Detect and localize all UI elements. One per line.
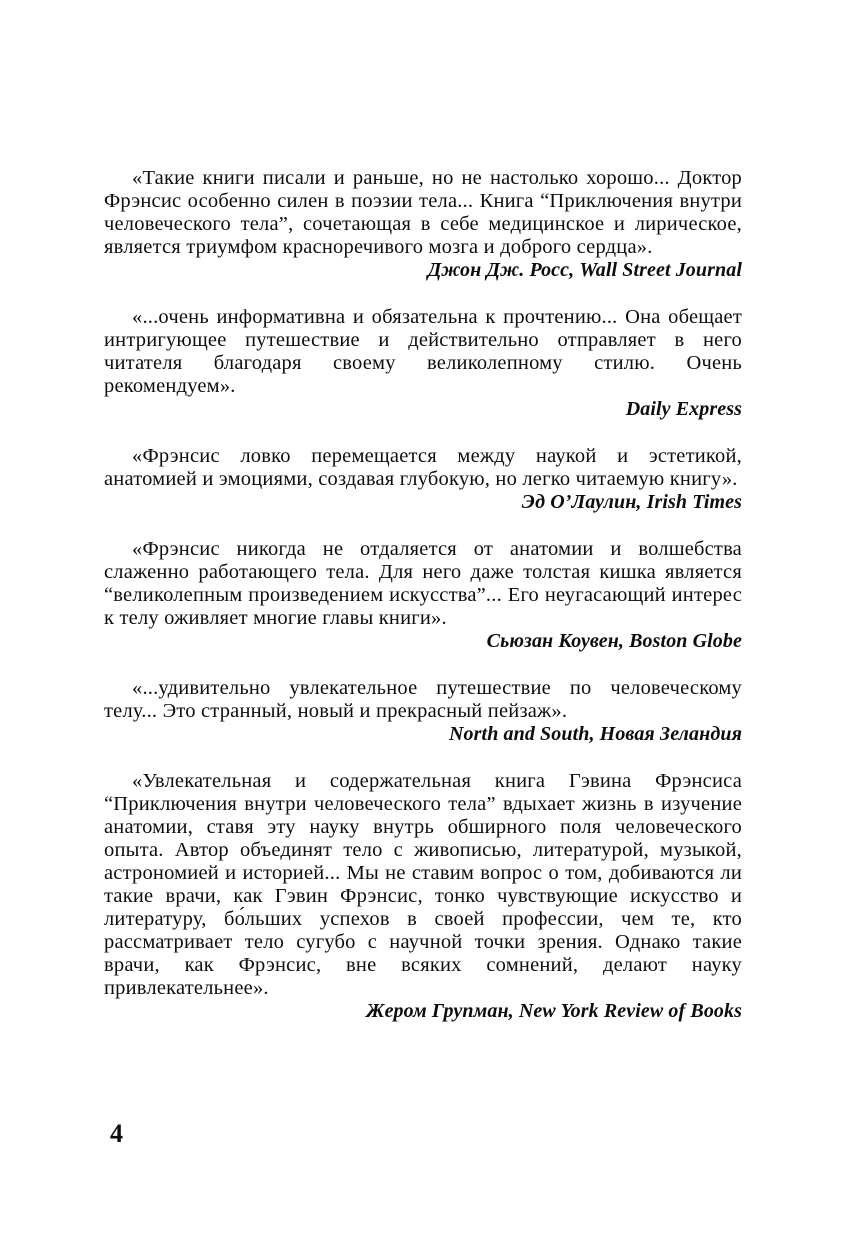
quote-attribution: Жером Групман, New York Review of Books bbox=[366, 1000, 742, 1022]
review-quote: «...очень информативна и обязательна к прочтению... Она обещает интригующее путешествие и действительно отправляет в него читателя благодаря своему великолепному стилю. Очень рекомендуем». bbox=[104, 306, 742, 397]
page-number: 4 bbox=[110, 1119, 123, 1148]
reviews-text-block bbox=[104, 167, 742, 1023]
quote-attribution: Джон Дж. Росс, Wall Street Journal bbox=[427, 259, 742, 281]
quote-attribution: Daily Express bbox=[625, 398, 742, 420]
review-block bbox=[104, 538, 742, 653]
review-block bbox=[104, 167, 742, 282]
review-block bbox=[104, 770, 742, 1023]
quote-attribution: North and South, Новая Зеландия bbox=[449, 723, 742, 745]
review-quote: «Увлекательная и содержательная книга Гэвина Фрэнсиса “Приключения внутри человеческого тела” вдыхает жизнь в изучение анатомии, ставя эту науку внутрь обширного поля человеческого опыта. Автор объединят тело с живописью, литературой, музыкой, астрономией и историей... Мы не ставим вопрос о том, добиваются ли такие врачи, как Гэвин Фрэнсис, тонко чувствующие искусство и литературу, бо́льших успехов в своей профессии, чем те, кто рассматривает тело сугубо с научной точки зрения. Однако такие врачи, как Фрэнсис, вне всяких сомнений, делают науку привлекательнее». bbox=[104, 770, 742, 999]
review-block bbox=[104, 677, 742, 746]
review-quote: «Фрэнсис никогда не отдаляется от анатомии и волшебства слаженно работающего тела. Для него даже толстая кишка является “великолепным произведением искусства”... Его неугасающий интерес к телу оживляет многие главы книги». bbox=[104, 538, 742, 629]
review-block bbox=[104, 306, 742, 421]
review-quote: «Фрэнсис ловко перемещается между наукой и эстетикой, анатомией и эмоциями, создавая глубокую, но легко читаемую книгу». bbox=[104, 445, 742, 490]
review-quote: «...удивительно увлекательное путешествие по человеческому телу... Это странный, новый и прекрасный пейзаж». bbox=[104, 677, 742, 722]
quote-attribution: Сьюзан Коувен, Boston Globe bbox=[486, 630, 742, 652]
review-block bbox=[104, 445, 742, 514]
review-quote: «Такие книги писали и раньше, но не настолько хорошо... Доктор Фрэнсис особенно силен в поэзии тела... Книга “Приключения внутри человеческого тела”, сочетающая в себе медицинское и лирическое, является триумфом красноречивого мозга и доброго сердца». bbox=[104, 167, 742, 258]
quote-attribution: Эд О’Лаулин, Irish Times bbox=[521, 491, 742, 513]
